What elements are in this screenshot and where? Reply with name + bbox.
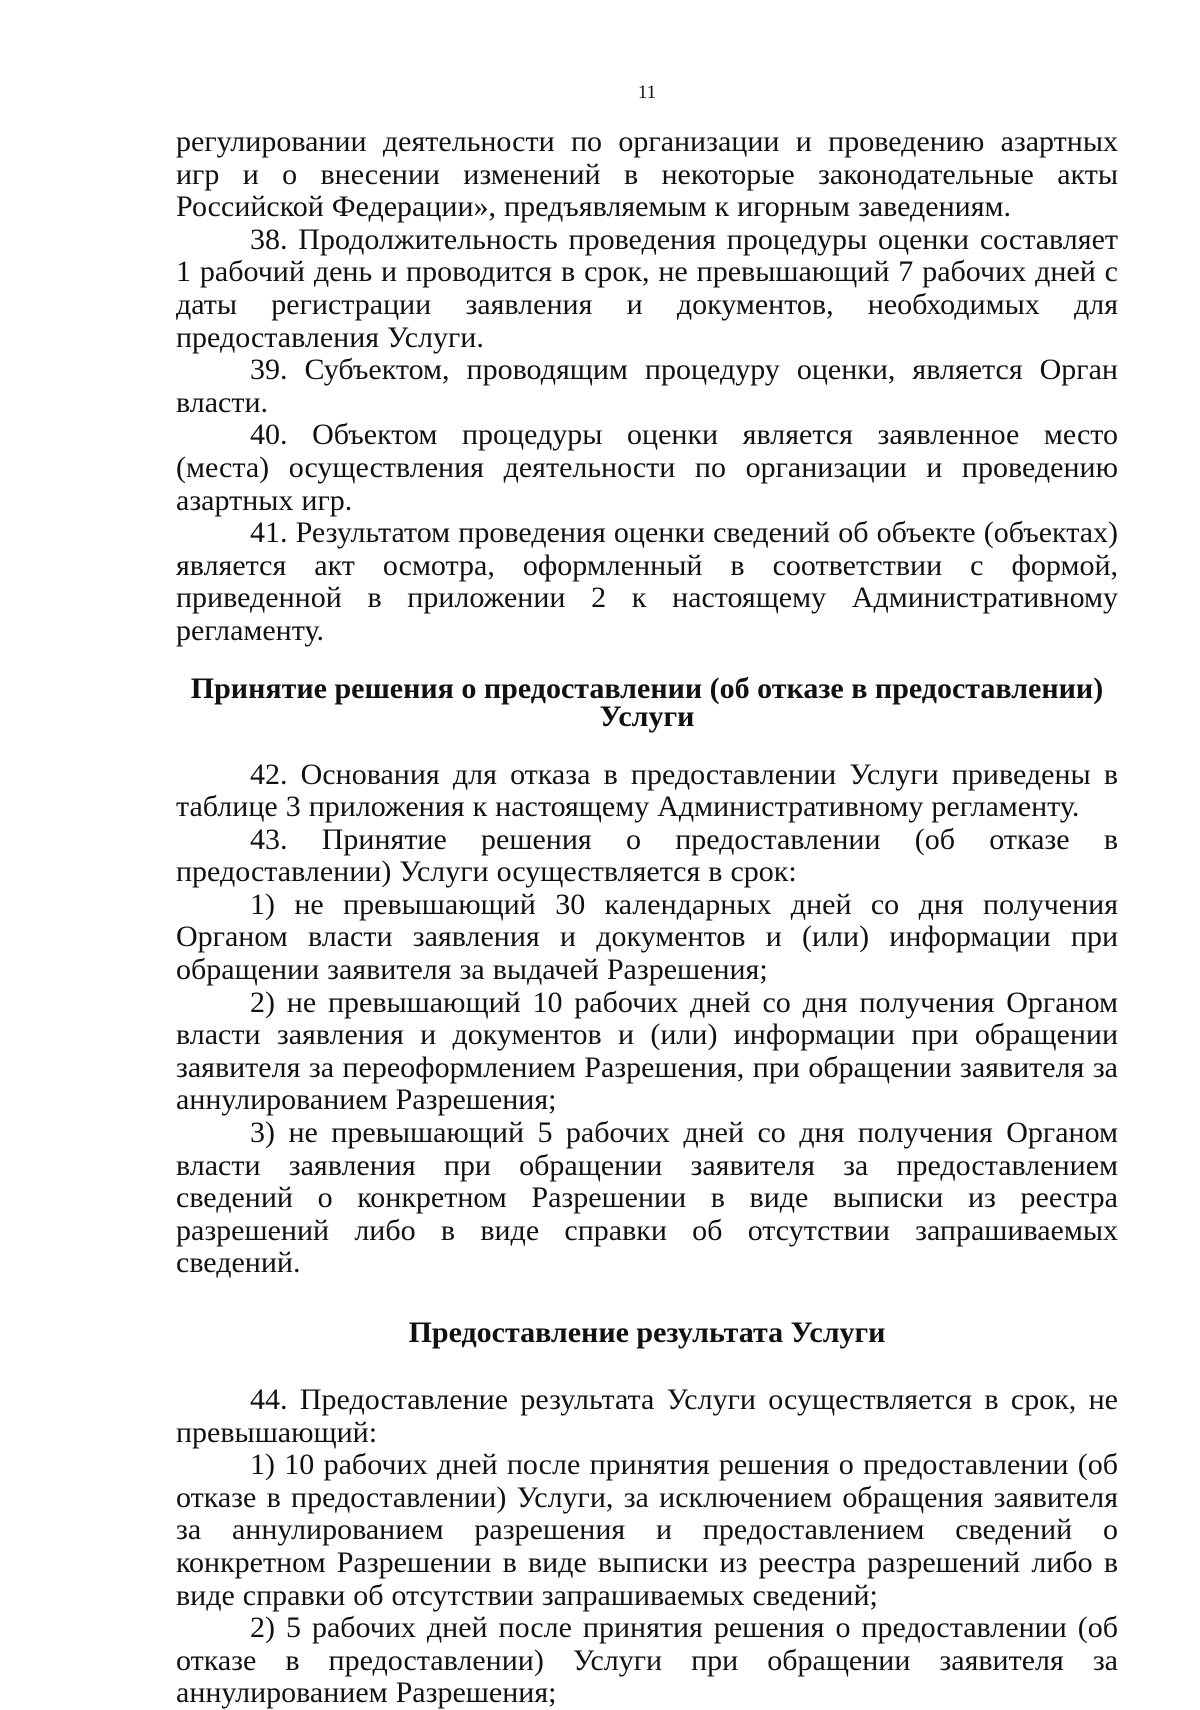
- paragraph-38: 38. Продолжительность проведения процедуры оценки составляет 1 рабочий день и проводится в срок, не превышающий 7 рабочих дней с даты регистрации заявления и документов, необходимых для предоставления Услуги.: [176, 222, 1118, 354]
- paragraph-intro-continuation: регулировании деятельности по организации и проведению азартных игр и о внесении изменений в некоторые законодательные акты Российской Федерации», предъявляемым к игорным заведениям.: [176, 125, 1118, 224]
- paragraph-43: 43. Принятие решения о предоставлении (об отказе в предоставлении) Услуги осуществляется в срок:: [176, 822, 1118, 889]
- section-heading-decision: Принятие решения о предоставлении (об отказе в предоставлении) Услуги: [190, 671, 1104, 733]
- paragraph-44-item-1: 1) 10 рабочих дней после принятия решения о предоставлении (об отказе в предоставлении) Услуги, за исключением обращения заявителя за аннулированием разрешения и предоставлением сведений о конкретном Разрешении в виде выписки из реестра разрешений либо в виде справки об отсутствии запрашиваемых сведений;: [176, 1448, 1118, 1612]
- paragraph-43-item-3: 3) не превышающий 5 рабочих дней со дня получения Органом власти заявления при обращении заявителя за предоставлением сведений о конкретном Разрешении в виде выписки из реестра разрешений либо в виде справки об отсутствии запрашиваемых сведений.: [176, 1116, 1118, 1280]
- paragraph-44-item-2: 2) 5 рабочих дней после принятия решения о предоставлении (об отказе в предоставлении) Услуги при обращении заявителя за аннулированием Разрешения;: [176, 1611, 1118, 1710]
- paragraph-41: 41. Результатом проведения оценки сведений об объекте (объектах) является акт осмотра, оформленный в соответствии с формой, приведенной в приложении 2 к настоящему Административному регламенту.: [176, 516, 1118, 647]
- paragraph-44: 44. Предоставление результата Услуги осуществляется в срок, не превышающий:: [176, 1383, 1118, 1449]
- paragraph-40: 40. Объектом процедуры оценки является заявленное место (места) осуществления деятельности по организации и проведению азартных игр.: [176, 418, 1118, 517]
- document-body: [176, 126, 1118, 1710]
- document-page: [176, 0, 1118, 1708]
- section-heading-result: Предоставление результата Услуги: [408, 1316, 886, 1349]
- paragraph-43-item-2: 2) не превышающий 10 рабочих дней со дня получения Органом власти заявления и документов и (или) информации при обращении заявителя за переоформлением Разрешения, при обращении заявителя за аннулированием Разрешения;: [176, 985, 1118, 1117]
- page-number: 11: [637, 82, 657, 103]
- paragraph-39: 39. Субъектом, проводящим процедуру оценки, является Орган власти.: [176, 353, 1118, 419]
- paragraph-43-item-1: 1) не превышающий 30 календарных дней со дня получения Органом власти заявления и документов и (или) информации при обращении заявителя за выдачей Разрешения;: [176, 887, 1118, 987]
- paragraph-42: 42. Основания для отказа в предоставлении Услуги приведены в таблице 3 приложения к настоящему Административному регламенту.: [176, 757, 1118, 824]
